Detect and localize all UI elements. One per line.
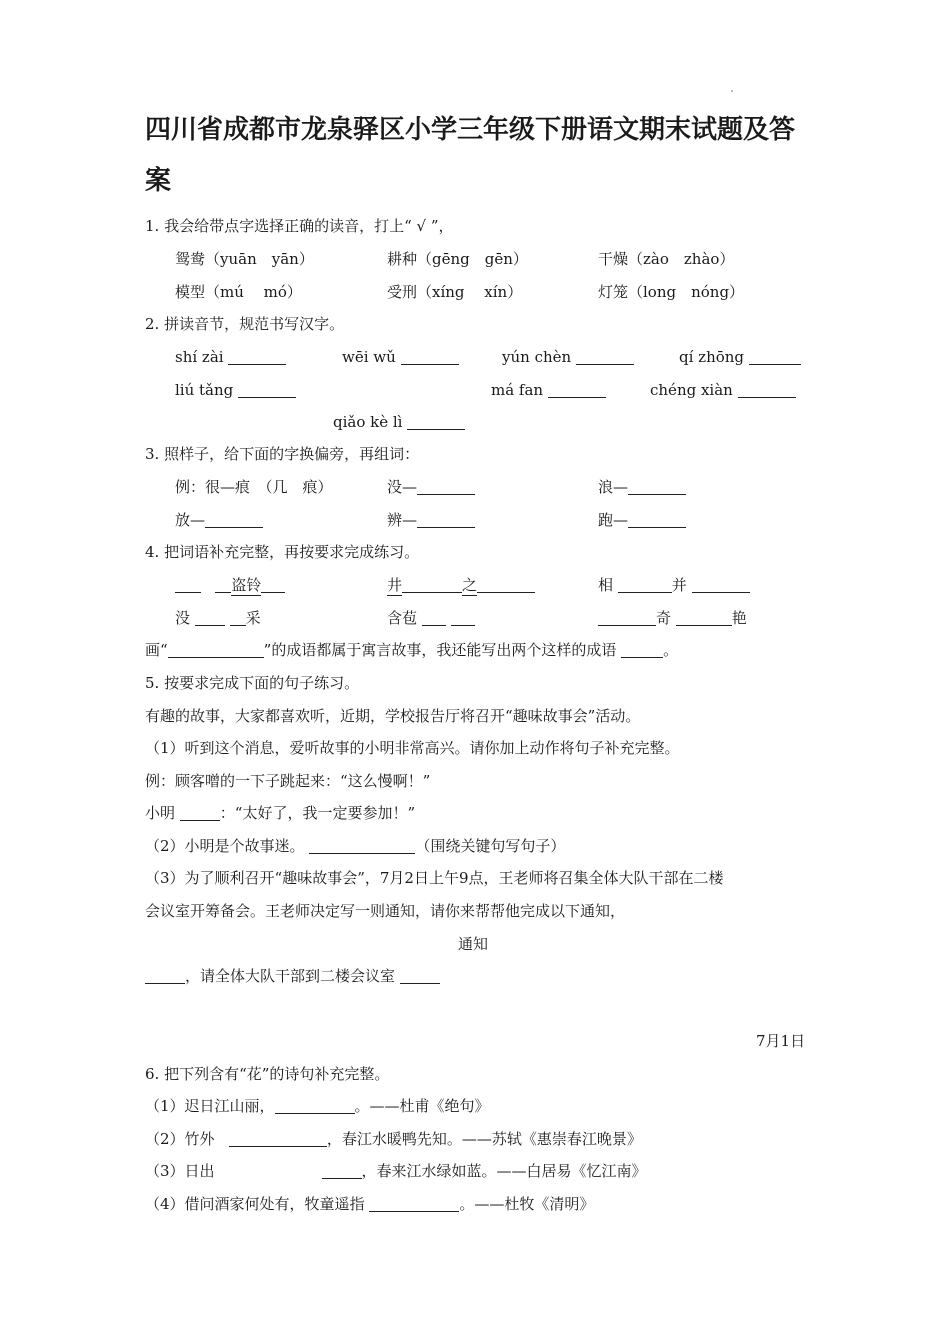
answer-blank[interactable]: [407, 413, 465, 430]
q3-item-label: 没—: [387, 478, 418, 496]
q3-example: 例：很—痕 （几 痕）: [175, 478, 333, 496]
idiom-part: 井: [387, 576, 403, 594]
answer-blank[interactable]: [618, 576, 672, 593]
q2-item: [342, 347, 459, 367]
answer-blank[interactable]: [628, 511, 686, 528]
answer-blank[interactable]: [548, 381, 606, 398]
q2-item: [333, 412, 465, 432]
q6-line: [145, 1096, 490, 1116]
poem-text: 。——杜牧《清明》: [459, 1195, 595, 1213]
summary-text: 。: [663, 641, 679, 659]
q2-item: [175, 347, 286, 367]
answer-blank[interactable]: [205, 511, 263, 528]
page-title-line1: 四川省成都市龙泉驿区小学三年级下册语文期末试题及答: [145, 115, 796, 145]
answer-blank[interactable]: [400, 967, 440, 984]
q4-idiom: [175, 608, 261, 628]
q4-summary: [145, 640, 678, 660]
q2-prompt: 2. 拼读音节，规范书写汉字。: [145, 315, 345, 333]
q1-item: 灯笼（long nóng）: [598, 283, 745, 301]
answer-blank[interactable]: [168, 641, 264, 658]
answer-blank[interactable]: [417, 478, 475, 495]
q5-xiaoming: [145, 803, 415, 823]
answer-blank[interactable]: [215, 576, 231, 593]
q1-item: 模型（mú mó）: [175, 283, 302, 301]
page-title-line2: 案: [145, 166, 172, 196]
answer-blank[interactable]: [422, 609, 446, 626]
poem-text: ，春江水暖鸭先知。——苏轼《惠崇春江晚景》: [326, 1130, 642, 1148]
answer-blank[interactable]: [309, 837, 415, 854]
pinyin: yún chèn: [502, 348, 572, 366]
q1-item: 鸳鸯（yuān yān）: [175, 250, 314, 268]
idiom-part: 采: [245, 609, 261, 627]
q3-item: [598, 510, 686, 530]
answer-blank[interactable]: [738, 381, 796, 398]
answer-blank[interactable]: [576, 348, 634, 365]
summary-text: 画“: [145, 641, 168, 659]
pinyin: wēi wǔ: [342, 348, 396, 366]
notice-title: 通知: [458, 935, 489, 953]
q2-item: [491, 380, 606, 400]
answer-blank[interactable]: [621, 641, 663, 658]
sentence-text: （围绕关键句写句子）: [415, 837, 566, 855]
q5-sub2: [145, 836, 565, 856]
q6-line: [145, 1161, 647, 1181]
pinyin: chéng xiàn: [650, 381, 733, 399]
notice-text: ，请全体大队干部到二楼会议室: [185, 967, 396, 985]
pinyin: shí zài: [175, 348, 224, 366]
q3-item: [387, 510, 475, 530]
q4-idiom: [387, 575, 535, 595]
answer-blank[interactable]: [692, 576, 750, 593]
sentence-text: 小明: [145, 804, 176, 822]
answer-blank[interactable]: [230, 609, 246, 626]
q1-prompt: 1. 我会给带点字选择正确的读音，打上“ √ ”，: [145, 217, 454, 235]
answer-blank[interactable]: [195, 609, 225, 626]
q5-sub3-line2: 会议室开筹备会。王老师决定写一则通知，请你来帮帮他完成以下通知，: [145, 902, 626, 920]
q3-item-label: 放—: [175, 511, 206, 529]
q3-item-label: 辨—: [387, 511, 418, 529]
pinyin: qí zhōng: [679, 348, 745, 366]
idiom-part: 没: [175, 609, 191, 627]
answer-blank[interactable]: [401, 348, 459, 365]
poem-text: （4）借问酒家何处有，牧童遥指: [145, 1195, 365, 1213]
poem-text: （2）竹外: [145, 1130, 215, 1148]
answer-blank[interactable]: [749, 348, 801, 365]
scan-mark: [731, 90, 733, 92]
answer-blank[interactable]: [229, 1130, 327, 1147]
q1-item: 耕种（gēng gēn）: [387, 250, 528, 268]
q3-prompt: 3. 照样子，给下面的字换偏旁，再组词：: [145, 445, 420, 463]
idiom-part: 艳: [731, 609, 747, 627]
answer-blank[interactable]: [180, 804, 220, 821]
poem-text: 。——杜甫《绝句》: [354, 1097, 490, 1115]
q5-example: 例：顾客噌的一下子跳起来：“这么慢啊！”: [145, 772, 431, 790]
q4-idiom: [598, 575, 750, 595]
q3-item: [387, 477, 475, 497]
q4-idiom: [175, 575, 285, 595]
q3-item-label: 跑—: [598, 511, 629, 529]
pinyin: liú tǎng: [175, 381, 234, 399]
q6-prompt: 6. 把下列含有“花”的诗句补充完整。: [145, 1065, 390, 1083]
sentence-text: （2）小明是个故事迷。: [145, 837, 305, 855]
poem-text: （1）迟日江山丽，: [145, 1097, 275, 1115]
answer-blank[interactable]: [451, 609, 475, 626]
summary-text: ”的成语都属于寓言故事，我还能写出两个这样的成语: [263, 641, 617, 659]
idiom-part: 相: [598, 576, 614, 594]
answer-blank[interactable]: [322, 1162, 362, 1179]
idiom-part: 之: [462, 576, 478, 594]
answer-blank[interactable]: [417, 511, 475, 528]
answer-blank[interactable]: [228, 348, 286, 365]
q4-idiom: [387, 608, 475, 628]
notice-body: [145, 966, 440, 986]
pinyin: má fan: [491, 381, 544, 399]
answer-blank[interactable]: [402, 576, 462, 593]
q5-sub3-line1: （3）为了顺利召开“趣味故事会”，7月2日上午9点，王老师将召集全体大队干部在二楼: [145, 869, 724, 887]
q4-idiom: [598, 608, 747, 628]
q4-prompt: 4. 把词语补充完整，再按要求完成练习。: [145, 543, 420, 561]
q2-item: [175, 380, 296, 400]
q6-line: [145, 1194, 594, 1214]
q3-item: [598, 477, 686, 497]
q1-item: 受刑（xíng xín）: [387, 283, 523, 301]
sentence-text: ：“太好了，我一定要参加！”: [219, 804, 416, 822]
answer-blank[interactable]: [175, 576, 201, 593]
answer-blank[interactable]: [628, 478, 686, 495]
answer-blank[interactable]: [275, 1097, 355, 1114]
q5-prompt: 5. 按要求完成下面的句子练习。: [145, 674, 360, 692]
answer-blank[interactable]: [676, 609, 732, 626]
answer-blank[interactable]: [145, 967, 185, 984]
q2-item: [650, 380, 796, 400]
q3-item-label: 浪—: [598, 478, 629, 496]
idiom-part: 并: [671, 576, 687, 594]
answer-blank[interactable]: [261, 576, 285, 593]
pinyin: qiǎo kè lì: [333, 413, 403, 431]
q5-intro: 有趣的故事，大家都喜欢听，近期，学校报告厅将召开“趣味故事会”活动。: [145, 707, 641, 725]
q6-line: [145, 1129, 642, 1149]
q5-sub1: （1）听到这个消息，爱听故事的小明非常高兴。请你加上动作将句子补充完整。: [145, 739, 680, 757]
idiom-part: 奇: [656, 609, 672, 627]
poem-text: （3）日出: [145, 1162, 215, 1180]
q2-item: [679, 347, 801, 367]
q2-item: [502, 347, 634, 367]
notice-date: 7月1日: [756, 1032, 806, 1050]
answer-blank[interactable]: [598, 609, 656, 626]
idiom-part: 盗铃: [231, 576, 262, 594]
idiom-part: 含苞: [387, 609, 418, 627]
poem-text: ，春来江水绿如蓝。——白居易《忆江南》: [361, 1162, 647, 1180]
answer-blank[interactable]: [477, 576, 535, 593]
answer-blank[interactable]: [369, 1195, 459, 1212]
q3-item: [175, 510, 263, 530]
q1-item: 干燥（zào zhào）: [598, 250, 735, 268]
answer-blank[interactable]: [238, 381, 296, 398]
